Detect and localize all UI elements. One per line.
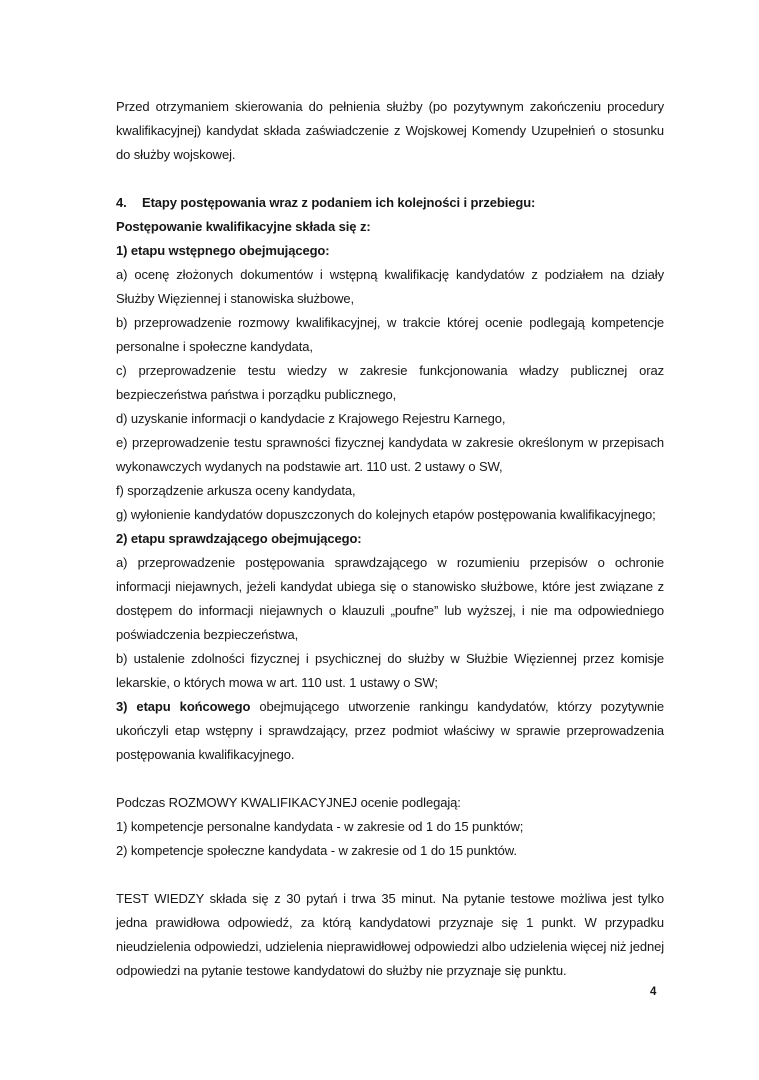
qualification-intro: Postępowanie kwalifikacyjne składa się z: [116,219,371,234]
interview-item-2: 2) kompetencje społeczne kandydata - w zakresie od 1 do 15 punktów. [116,843,517,858]
knowledge-test-paragraph: TEST WIEDZY składa się z 30 pytań i trwa 35 minut. Na pytanie testowe możliwa jest tylko jedna prawidłowa odpowiedź, za którą kandydatowi przyznaje się 1 punkt. W przypadku nieudzielenia odpowiedzi, udzielenia nieprawidłowej odpowiedzi albo udzielenia więcej niż jednej odpowiedzi na pytanie testowe kandydatowi do służby nie przyznaje się punktu. [116,891,664,978]
stage-1-item-b: b) przeprowadzenie rozmowy kwalifikacyjnej, w trakcie której ocenie podlegają kompetencje personalne i społeczne kandydata, [116,315,664,354]
section-4-heading [116,191,664,215]
stage-2-item-a: a) przeprowadzenie postępowania sprawdzającego w rozumieniu przepisów o ochronie informacji niejawnych, jeżeli kandydat ubiega się o stanowisko służbowe, które jest związane z dostępem do informacji niejawnych o klauzuli „poufne” lub wyższej, i nie ma odpowiedniego poświadczenia bezpieczeństwa, [116,555,664,642]
section-4-number: 4. [116,195,127,210]
stage-3-heading: 3) etapu końcowego [116,699,251,714]
stage-1-item-a: a) ocenę złożonych dokumentów i wstępną kwalifikację kandydatów z podziałem na działy Służby Więziennej i stanowiska służbowe, [116,267,664,306]
stage-2-heading: 2) etapu sprawdzającego obejmującego: [116,531,362,546]
stage-3-paragraph [116,695,664,767]
stage-3-text: obejmującego utworzenie rankingu kandydatów, którzy pozytywnie ukończyli etap wstępny i sprawdzający, przez podmiot właściwy w sprawie przeprowadzenia postępowania kwalifikacyjnego. [116,699,664,762]
stage-1-heading: 1) etapu wstępnego obejmującego: [116,243,330,258]
interview-heading: Podczas ROZMOWY KWALIFIKACYJNEJ ocenie podlegają: [116,795,461,810]
stage-1-item-c: c) przeprowadzenie testu wiedzy w zakresie funkcjonowania władzy publicznej oraz bezpieczeństwa państwa i porządku publicznego, [116,363,664,402]
section-4-title: Etapy postępowania wraz z podaniem ich kolejności i przebiegu: [142,195,536,210]
stage-1-item-d: d) uzyskanie informacji o kandydacie z Krajowego Rejestru Karnego, [116,411,506,426]
stage-1-item-g: g) wyłonienie kandydatów dopuszczonych do kolejnych etapów postępowania kwalifikacyjnego; [116,507,656,522]
intro-paragraph: Przed otrzymaniem skierowania do pełnienia służby (po pozytywnym zakończeniu procedury kwalifikacyjnej) kandydat składa zaświadczenie z Wojskowej Komendy Uzupełnień o stosunku do służby wojskowej. [116,99,664,162]
stage-1-item-e: e) przeprowadzenie testu sprawności fizycznej kandydata w zakresie określonym w przepisach wykonawczych wydanych na podstawie art. 110 ust. 2 ustawy o SW, [116,435,664,474]
interview-item-1: 1) kompetencje personalne kandydata - w zakresie od 1 do 15 punktów; [116,819,524,834]
page-number: 4 [650,986,657,998]
document-body [116,95,664,983]
stage-2-item-b: b) ustalenie zdolności fizycznej i psychicznej do służby w Służbie Więziennej przez komisje lekarskie, o których mowa w art. 110 ust. 1 ustawy o SW; [116,651,664,690]
stage-1-item-f: f) sporządzenie arkusza oceny kandydata, [116,483,356,498]
